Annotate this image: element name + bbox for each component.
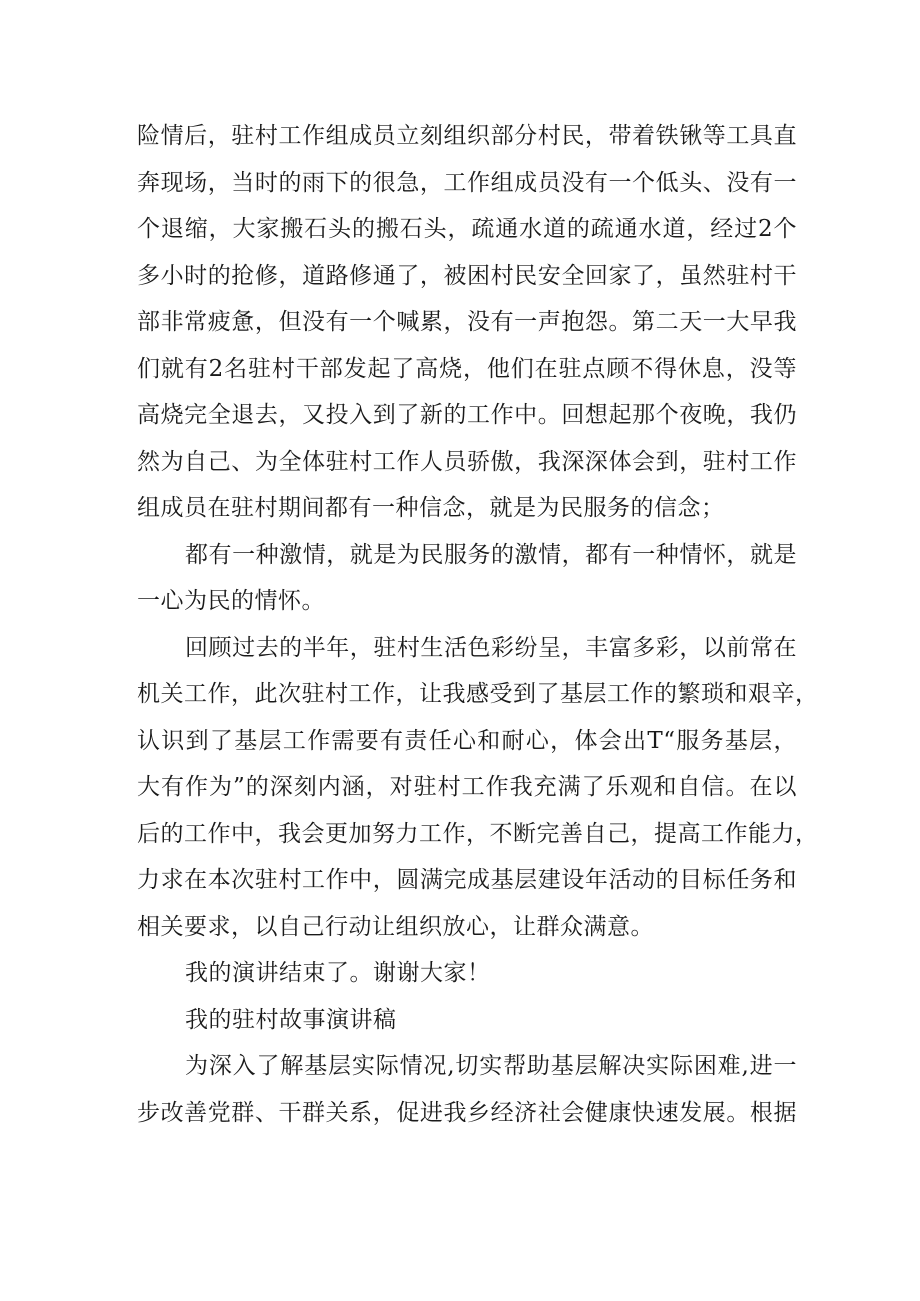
text-line: 相关要求，以自己行动让组织放心，让群众满意。: [137, 913, 654, 940]
text-line: 我的驻村故事演讲稿: [185, 1006, 397, 1033]
text-line: 然为自己、为全体驻村工作人员骄傲，我深深体会到，驻村工作: [137, 448, 797, 475]
text-line: 都有一种激情，就是为民服务的激情，都有一种情怀，就是: [185, 541, 797, 568]
text-line: 回顾过去的半年，驻村生活色彩纷呈，丰富多彩，以前常在: [185, 634, 797, 661]
text-line: 后的工作中，我会更加努力工作，不断完善自己，提高工作能力，: [137, 820, 819, 847]
text-line: 们就有2名驻村干部发起了高烧，他们在驻点顾不得休息，没等: [137, 355, 797, 382]
text-line: 组成员在驻村期间都有一种信念，就是为民服务的信念；: [137, 495, 725, 521]
text-line: 我的演讲结束了。谢谢大家！: [185, 960, 491, 986]
text-line: 力求在本次驻村工作中，圆满完成基层建设年活动的目标任务和: [137, 867, 797, 893]
text-line: 险情后，驻村工作组成员立刻组织部分村民，带着铁锹等工具直: [137, 123, 797, 149]
text-line: 个退缩，大家搬石头的搬石头，疏通水道的疏通水道，经过2个: [137, 216, 797, 242]
text-line: 大有作为”的深刻内涵，对驻村工作我充满了乐观和自信。在以: [137, 774, 797, 800]
text-line: 一心为民的情怀。: [137, 588, 325, 614]
text-line: 高烧完全退去，又投入到了新的工作中。回想起那个夜晚，我仍: [137, 402, 797, 428]
text-line: 步改善党群、干群关系，促进我乡经济社会健康快速发展。根据: [137, 1099, 797, 1126]
document-body: [137, 113, 819, 1136]
text-line: 部非常疲惫，但没有一个喊累，没有一声抱怨。第二天一大早我: [137, 309, 797, 335]
text-line: 机关工作，此次驻村工作，让我感受到了基层工作的繁琐和艰辛，: [137, 681, 819, 707]
text-line: 奔现场，当时的雨下的很急，工作组成员没有一个低头、没有一: [137, 169, 797, 196]
text-line: 为深入了解基层实际情况,切实帮助基层解决实际困难,进一: [185, 1053, 797, 1079]
text-line: 认识到了基层工作需要有责任心和耐心，体会出T“服务基层，: [137, 727, 797, 754]
text-line: 多小时的抢修，道路修通了，被困村民安全回家了，虽然驻村干: [137, 262, 797, 289]
